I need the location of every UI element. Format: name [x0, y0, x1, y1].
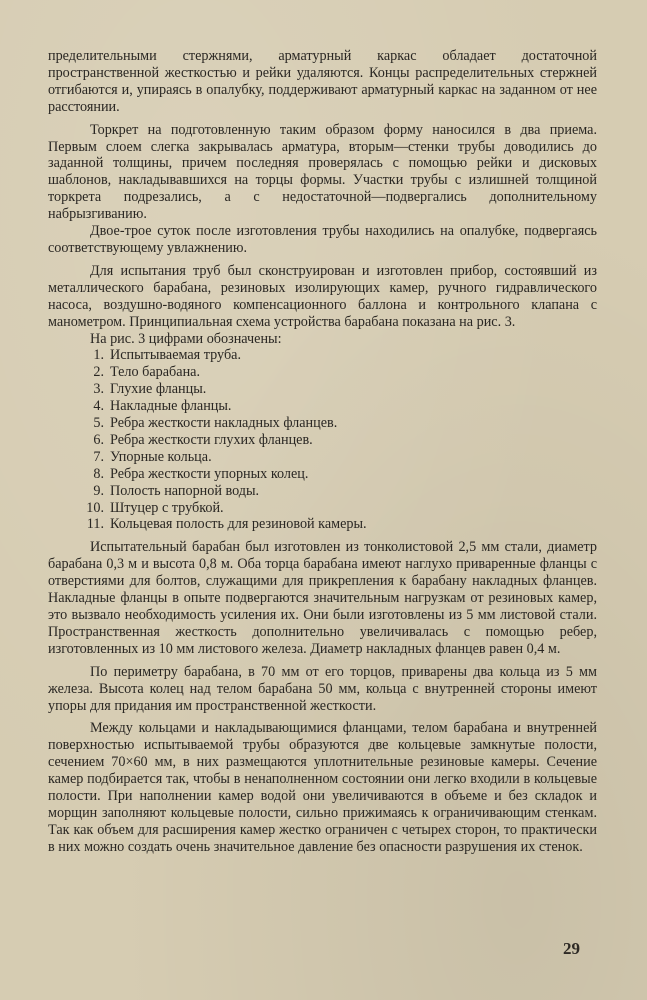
list-item	[84, 381, 597, 398]
paragraph-chambers: Между кольцами и накладывающимися фланцами, телом барабана и внутренней поверхностью испытываемой трубы образуются две кольцевые замкнутые полости, сечением 70×60 мм, в них размещаются уплотнительные резиновые камеры. Сечение камер подбирается так, чтобы в ненаполненном состоянии они легко входили в кольцевые полости. При наполнении камер водой они увеличиваются в объеме и без складок и морщин заполняют кольцевые полости, сильно прижимаясь к ограничивающим стенкам. Так как объем для расширения камер жестко ограничен с четырех сторон, то практически в них можно создать очень значительное давление без опасности разрушения их стенок.	[48, 720, 597, 855]
list-item	[84, 449, 597, 466]
paragraph-drum-construction: Испытательный барабан был изготовлен из тонколистовой 2,5 мм стали, диаметр барабана 0,3 м и высота 0,8 м. Оба торца барабана имеют наглухо приваренные фланцы с отверстиями для болтов, служащими для прикрепления к барабану накладных фланцев. Накладные фланцы в опыте подвергаются значительным нагрузкам от резиновых камер, это вызвало необходимость усиления их. Они были изготовлены из 5 мм листовой стали. Пространственная жесткость дополнительно увеличивалась с помощью ребер, изготовленных из 10 мм листового железа. Диаметр накладных фланцев равен 0,4 м.	[48, 539, 597, 657]
list-item-number: 10.	[86, 499, 104, 516]
list-item-number: 7.	[93, 448, 104, 465]
paragraph-legend-intro: На рис. 3 цифрами обозначены:	[90, 330, 282, 347]
list-item	[84, 483, 597, 500]
list-item-number: 3.	[93, 381, 104, 398]
paragraph-continuation: пределительными стержнями, арматурный каркас обладает достаточной пространственной жесткостью и рейки удаляются. Концы распределительных стержней отгибаются и, упираясь в опалубку, поддерживают арматурный каркас на заданном от нее расстоянии.	[48, 48, 597, 115]
body-text	[48, 48, 597, 856]
list-item-text: Кольцевая полость для резиновой камеры.	[110, 516, 367, 533]
list-item-number: 8.	[93, 465, 104, 482]
list-item	[84, 516, 597, 533]
page-number: 29	[563, 939, 580, 958]
figure-legend-list	[48, 347, 597, 533]
paragraph-curing: Двое-трое суток после изготовления трубы находились на опалубке, подвергаясь соответствующему увлажнению.	[48, 223, 597, 256]
list-item-number: 2.	[93, 364, 104, 381]
list-item-text: Ребра жесткости упорных колец.	[110, 465, 309, 482]
list-item	[84, 415, 597, 432]
list-item-number: 11.	[86, 516, 104, 533]
list-item-number: 5.	[93, 415, 104, 432]
list-item-number: 9.	[93, 482, 104, 499]
list-item	[84, 466, 597, 483]
list-item-text: Тело барабана.	[110, 364, 201, 381]
list-item-text: Испытываемая труба.	[110, 347, 242, 364]
list-item-number: 6.	[93, 431, 104, 448]
list-item-number: 1.	[93, 347, 104, 364]
list-item-text: Глухие фланцы.	[110, 381, 207, 398]
list-item	[84, 364, 597, 381]
list-item-text: Ребра жесткости глухих фланцев.	[110, 431, 313, 448]
list-item-text: Штуцер с трубкой.	[110, 499, 224, 516]
list-item	[84, 398, 597, 415]
list-item-text: Накладные фланцы.	[110, 398, 232, 415]
list-item	[84, 432, 597, 449]
list-item-number: 4.	[93, 398, 104, 415]
list-item-text: Ребра жесткости накладных фланцев.	[110, 415, 338, 432]
list-item-text: Упорные кольца.	[110, 448, 212, 465]
list-item-text: Полость напорной воды.	[110, 482, 260, 499]
list-item	[84, 347, 597, 364]
paragraph-rings: По периметру барабана, в 70 мм от его торцов, приварены два кольца из 5 мм железа. Высота колец над телом барабана 50 мм, кольца с внутренней стороны имеют упоры для придания им пространственной жесткости.	[48, 663, 597, 714]
paragraph-shotcrete: Торкрет на подготовленную таким образом форму наносился в два приема. Первым слоем слегка закрывалась арматура, вторым—стенки трубы доводились до заданной толщины, причем последняя проверялась с помощью рейки и дисковых шаблонов, накладывавшихся на торцы формы. Участки трубы с излишней толщиной торкрета подрезались, а с недостаточной—подвергались дополнительному набрызгиванию.	[48, 121, 597, 223]
paragraph-test-device: Для испытания труб был сконструирован и изготовлен прибор, состоявший из металлического барабана, резиновых изолирующих камер, ручного гидравлического насоса, воздушно-водяного компенсационного баллона и контрольного клапана с манометром. Принципиальная схема устройства барабана показана на рис. 3.	[48, 262, 597, 330]
list-item	[84, 500, 597, 517]
